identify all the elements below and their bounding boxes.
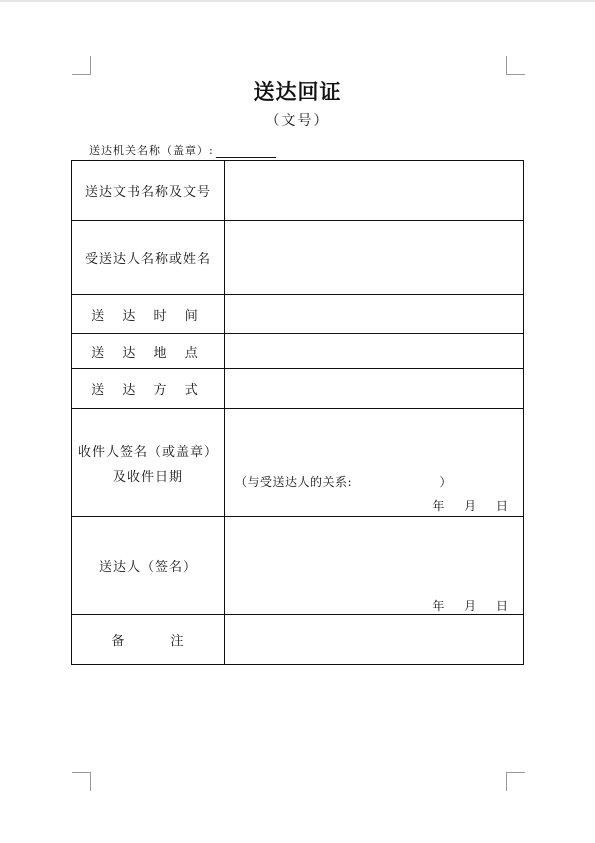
remarks-cell[interactable] [225,615,524,665]
signature-label-line2: 及收件日期 [112,469,183,485]
agency-label: 送达机关名称（盖章）: [89,144,214,157]
method-label: 送 达 方 式 [72,369,225,409]
table-row [72,221,524,295]
crop-mark-bottom-right [506,772,525,791]
crop-mark-top-right [506,56,525,75]
table-row [72,295,524,334]
table-row [72,517,524,615]
remarks-label: 备 注 [72,615,225,665]
doc-name-label: 送达文书名称及文号 [72,161,225,221]
place-label: 送 达 地 点 [72,334,225,369]
recipient-cell[interactable] [225,221,524,295]
recipient-label: 受送达人名称或姓名 [72,221,225,295]
place-cell[interactable] [225,334,524,369]
table-row [72,369,524,409]
signature-cell[interactable] [225,409,524,517]
table-row [72,615,524,665]
time-cell[interactable] [225,295,524,334]
agency-field [89,142,276,158]
signature-date: 年 月 日 [432,499,508,513]
table-row [72,409,524,517]
server-date: 年 月 日 [432,599,508,613]
doc-name-cell[interactable] [225,161,524,221]
server-label: 送达人（签名） [72,517,225,615]
relation-note: （与受送达人的关系: ） [235,475,453,489]
signature-label-line1: 收件人签名（或盖章） [77,444,218,460]
method-cell[interactable] [225,369,524,409]
crop-mark-bottom-left [72,772,91,791]
signature-label [72,409,225,517]
receipt-table [71,160,524,665]
time-label: 送 达 时 间 [72,295,225,334]
table-row [72,334,524,369]
agency-blank[interactable] [216,145,276,158]
page-top-border [0,0,595,2]
table-row [72,161,524,221]
server-cell[interactable] [225,517,524,615]
document-number: （文号） [265,113,330,129]
document-title: 送达回证 [253,79,342,104]
crop-mark-top-left [72,56,91,75]
